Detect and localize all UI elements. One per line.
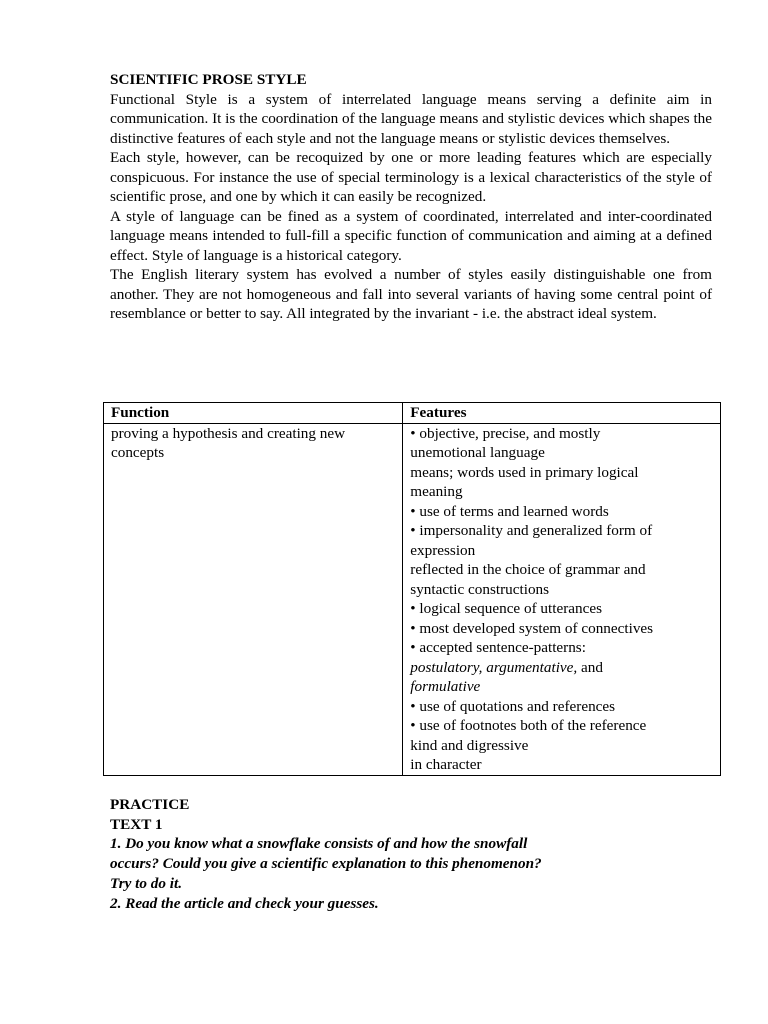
table-header-row	[104, 403, 721, 424]
feature-line: means; words used in primary logical	[410, 463, 639, 481]
feature-line: • use of terms and learned words	[410, 502, 609, 520]
pattern-and: and	[577, 658, 603, 676]
paragraph: Functional Style is a system of interrelated language means serving a definite aim in communication. It is the coordination of the language means and stylistic devices which shapes the distinctive features of each style and not the language means or stylistic devices themselves.	[110, 90, 712, 147]
feature-line: • objective, precise, and mostly	[410, 424, 601, 442]
text-label: TEXT 1	[110, 815, 163, 833]
task-line: occurs? Could you give a scientific explanation to this phenomenon?	[110, 855, 542, 873]
feature-line: • use of footnotes both of the reference	[410, 717, 647, 734]
feature-line: • most developed system of connectives	[410, 619, 654, 637]
paragraph: The English literary system has evolved a number of styles easily distinguishable one from another. They are not homogeneous and fall into several variants of having some central point of resemblance or better to say. All integrated by the invariant - i.e. the abstract ideal system.	[110, 266, 712, 322]
feature-line: reflected in the choice of grammar and	[410, 561, 646, 578]
feature-line: syntactic constructions	[410, 580, 550, 598]
feature-line: • accepted sentence-patterns:	[410, 639, 586, 656]
feature-line: in character	[410, 756, 482, 773]
feature-line: • impersonality and generalized form of	[410, 522, 653, 539]
table-row	[104, 423, 721, 775]
feature-line: unemotional language	[410, 444, 545, 461]
practice-heading: PRACTICE	[110, 796, 190, 813]
task-line: Try to do it.	[110, 874, 182, 892]
paragraph: A style of language can be fined as a system of coordinated, interrelated and inter-coordinated language means intended to full-fill a specific function of communication and aiming at a defined effect. Style of language is a historical category.	[110, 207, 712, 264]
features-cell	[403, 423, 721, 775]
function-cell: proving a hypothesis and creating new concepts	[104, 423, 403, 775]
paragraph: Each style, however, can be recoquized by one or more leading features which are especially conspicuous. For instance the use of special terminology is a lexical characteristics of the style of scientific prose, and one by which it can easily be recognized.	[110, 149, 712, 205]
pattern-italic: postulatory, argumentative,	[410, 658, 578, 676]
task-line: 2. Read the article and check your guesses.	[110, 894, 379, 912]
sentence-patterns-line	[410, 658, 716, 678]
practice-section	[110, 795, 712, 913]
task-line: 1. Do you know what a snowflake consists of and how the snowfall	[110, 835, 528, 853]
feature-line: kind and digressive	[410, 736, 529, 754]
function-features-table	[103, 402, 721, 776]
feature-line: • use of quotations and references	[410, 697, 616, 715]
feature-line: expression	[410, 541, 476, 559]
feature-line: • logical sequence of utterances	[410, 600, 602, 617]
table-header-features: Features	[403, 403, 721, 424]
pattern-italic: formulative	[410, 678, 481, 695]
intro-section	[110, 70, 712, 324]
page-title: SCIENTIFIC PROSE STYLE	[110, 71, 307, 88]
table-header-function: Function	[104, 403, 403, 424]
feature-line: meaning	[410, 483, 463, 500]
